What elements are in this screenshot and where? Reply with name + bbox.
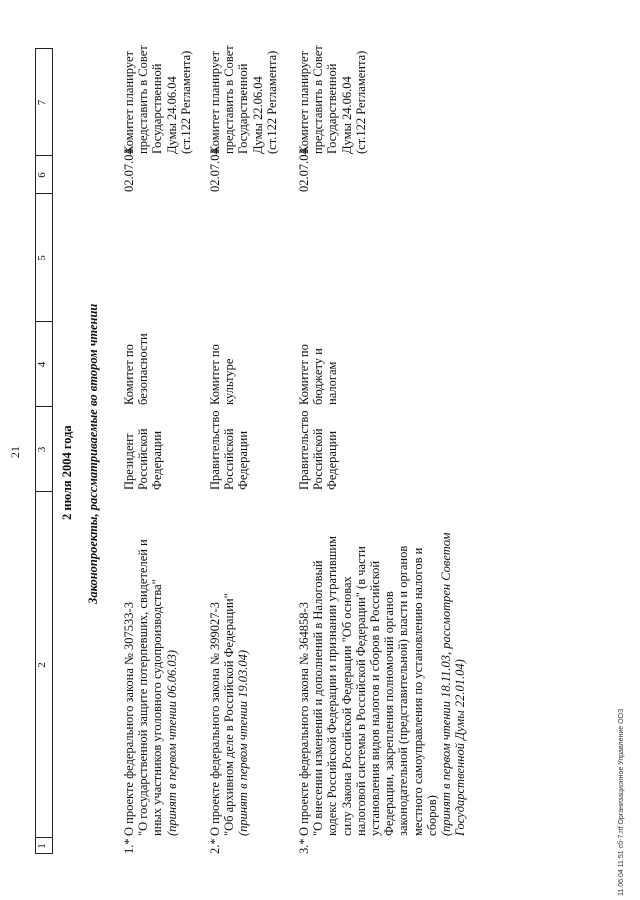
row-2-date: 02.07.04 [208,148,222,192]
row-3-bill-number: О проекте федерального закона № 364858-3 [297,602,311,836]
date-heading: 2 июля 2004 года [60,425,74,520]
row-1-initiator: Президент Российской Федерации [122,428,165,490]
row-3-committee: Комитет по бюджету и налогам [297,344,340,405]
col-num-2: 2 [36,662,48,668]
row-1-committee: Комитет по безопасности [122,333,151,405]
row-3-note: (принят в первом чтении 18.11.03, рассмотрен Советом Государственной Думы 22.01.04) [439,532,468,836]
row-1-bill-title: "О государственной защите потерпевших, свидетелей и иных участников уголовного судопроизводства" [136,539,165,836]
section-heading: Законопроекты, рассматриваемые во втором чтении [86,303,100,604]
row-2-initiator: Правительство Российской Федерации [208,410,251,490]
header-number-strip [35,48,53,854]
row-1-plan: Комитет планирует представить в Совет Государственной Думы 24.06.04 (ст.122 Регламента) [122,45,193,154]
row-1-date: 02.07.04 [122,148,136,192]
row-2-number: 2.* [208,838,222,854]
row-3-bill-title: "О внесении изменений и дополнений в Налоговый кодекс Российской Федерации и признании утратившим силу Закона Российской Федерации "Об основах налоговой системы в Российской Федерации" (в части установления видов налогов и сборов в Российской Федерации, закрепления полномочий органов законодательной (представительной) власти и органов местного самоуправления по установлению налогов и сборов) [311,536,439,836]
footer-file-info: 11.06.04 11:51 сб-7.rtf Организационное Управление ООЗ [618,708,625,896]
row-2-note: (принят в первом чтении 19.03.04) [236,649,251,836]
row-2-bill-number: О проекте федерального закона № 399027-3 [208,602,222,836]
row-2-description [208,506,251,836]
col-num-7: 7 [36,99,48,106]
row-3-description [297,524,467,836]
row-1-bill-number: О проекте федерального закона № 307533-3 [122,602,136,836]
row-3-initiator: Правительство Российской Федерации [297,410,340,490]
row-1-note: (принят в первом чтении 06.06.03) [164,649,179,836]
row-2-plan: Комитет планирует представить в Совет Государственной Думы 22.06.04 (ст.122 Регламента) [208,45,279,154]
row-3-number: 3.* [297,838,311,854]
col-num-1: 1 [36,843,48,849]
row-1-number: 1.* [122,838,136,854]
row-1-description [122,536,179,836]
row-3-date: 02.07.04 [297,148,311,192]
col-num-3: 3 [36,446,48,453]
row-3-plan: Комитет планирует представить в Совет Государственной Думы 24.06.04 (ст.122 Регламента) [297,45,368,154]
row-2-bill-title: "Об архивном деле в Российской Федерации" [222,593,237,836]
col-num-6: 6 [36,172,48,178]
col-num-5: 5 [36,255,48,261]
page-number: 21 [8,446,22,458]
col-num-4: 4 [36,361,48,368]
row-2-committee: Комитет по культуре [208,344,237,405]
